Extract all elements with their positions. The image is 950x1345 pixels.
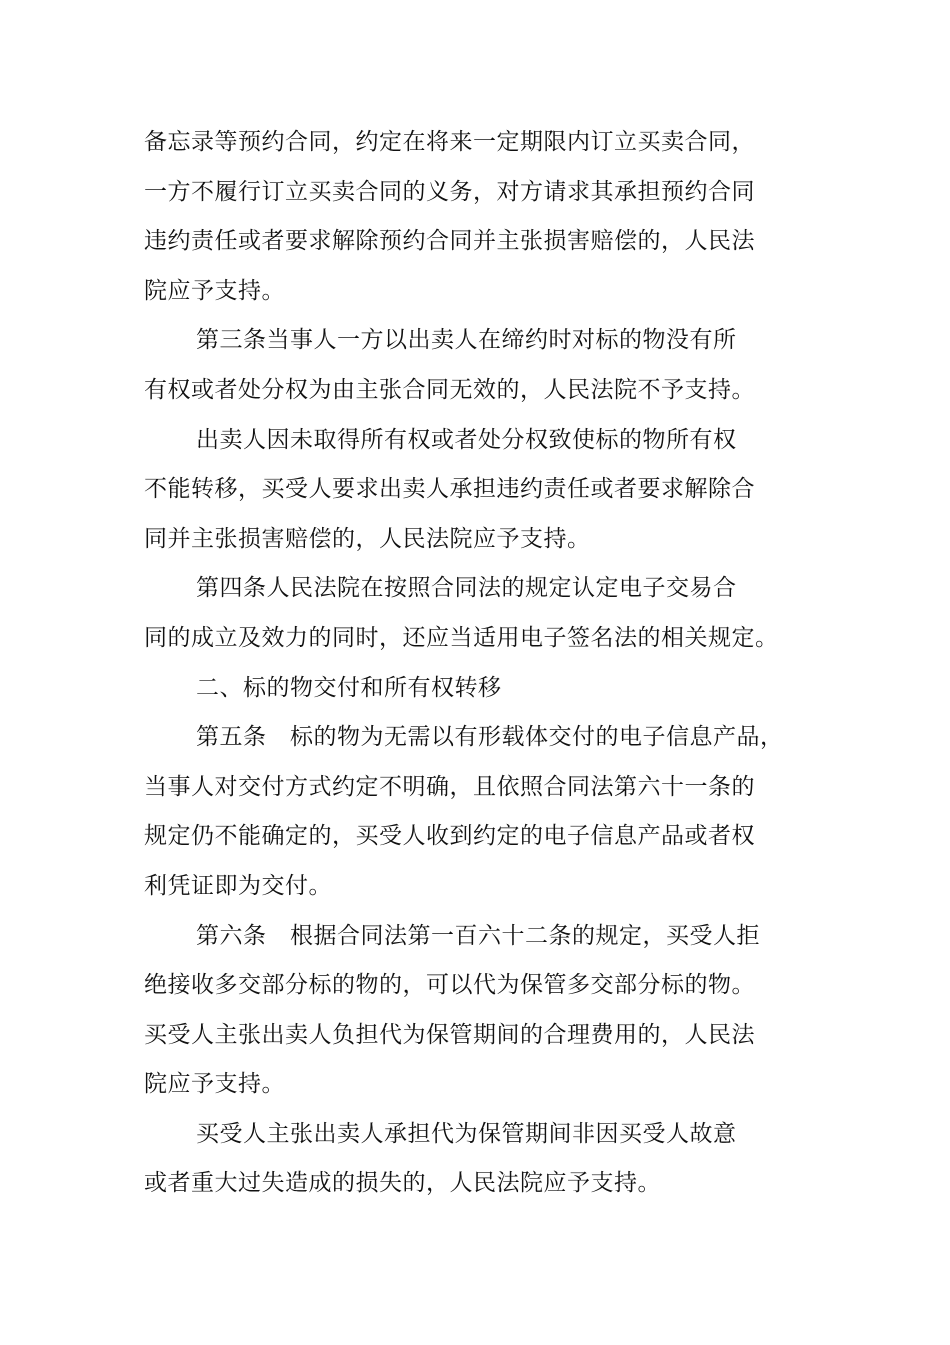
text-line: 第六条 根据合同法第一百六十二条的规定，买受人拒 <box>196 922 760 949</box>
text-line: 规定仍不能确定的，买受人收到约定的电子信息产品或者权 <box>144 823 755 850</box>
document-body <box>144 118 784 1209</box>
text-line: 同的成立及效力的同时，还应当适用电子签名法的相关规定。 <box>144 624 779 651</box>
text-line: 买受人主张出卖人承担代为保管期间非因买受人故意 <box>196 1120 737 1147</box>
section-heading: 二、标的物交付和所有权转移 <box>196 674 502 701</box>
text-line: 绝接收多交部分标的物的，可以代为保管多交部分标的物。 <box>144 972 755 999</box>
text-line: 利凭证即为交付。 <box>144 872 332 899</box>
text-line: 不能转移，买受人要求出卖人承担违约责任或者要求解除合 <box>144 476 755 503</box>
text-line: 或者重大过失造成的损失的，人民法院应予支持。 <box>144 1170 661 1197</box>
text-line: 有权或者处分权为由主张合同无效的，人民法院不予支持。 <box>144 376 755 403</box>
text-line: 第四条人民法院在按照合同法的规定认定电子交易合 <box>196 575 737 602</box>
text-line: 第五条 标的物为无需以有形载体交付的电子信息产品， <box>196 724 784 751</box>
text-line: 院应予支持。 <box>144 277 285 304</box>
text-line: 一方不履行订立买卖合同的义务，对方请求其承担预约合同 <box>144 178 755 205</box>
text-line: 违约责任或者要求解除预约合同并主张损害赔偿的，人民法 <box>144 228 755 255</box>
text-line: 院应予支持。 <box>144 1071 285 1098</box>
text-line: 备忘录等预约合同，约定在将来一定期限内订立买卖合同， <box>144 129 755 155</box>
text-line: 出卖人因未取得所有权或者处分权致使标的物所有权 <box>196 426 737 453</box>
text-line: 当事人对交付方式约定不明确，且依照合同法第六十一条的 <box>144 773 755 800</box>
text-line: 第三条当事人一方以出卖人在缔约时对标的物没有所 <box>196 327 737 354</box>
text-line: 买受人主张出卖人负担代为保管期间的合理费用的，人民法 <box>144 1021 755 1048</box>
text-line: 同并主张损害赔偿的，人民法院应予支持。 <box>144 525 591 552</box>
